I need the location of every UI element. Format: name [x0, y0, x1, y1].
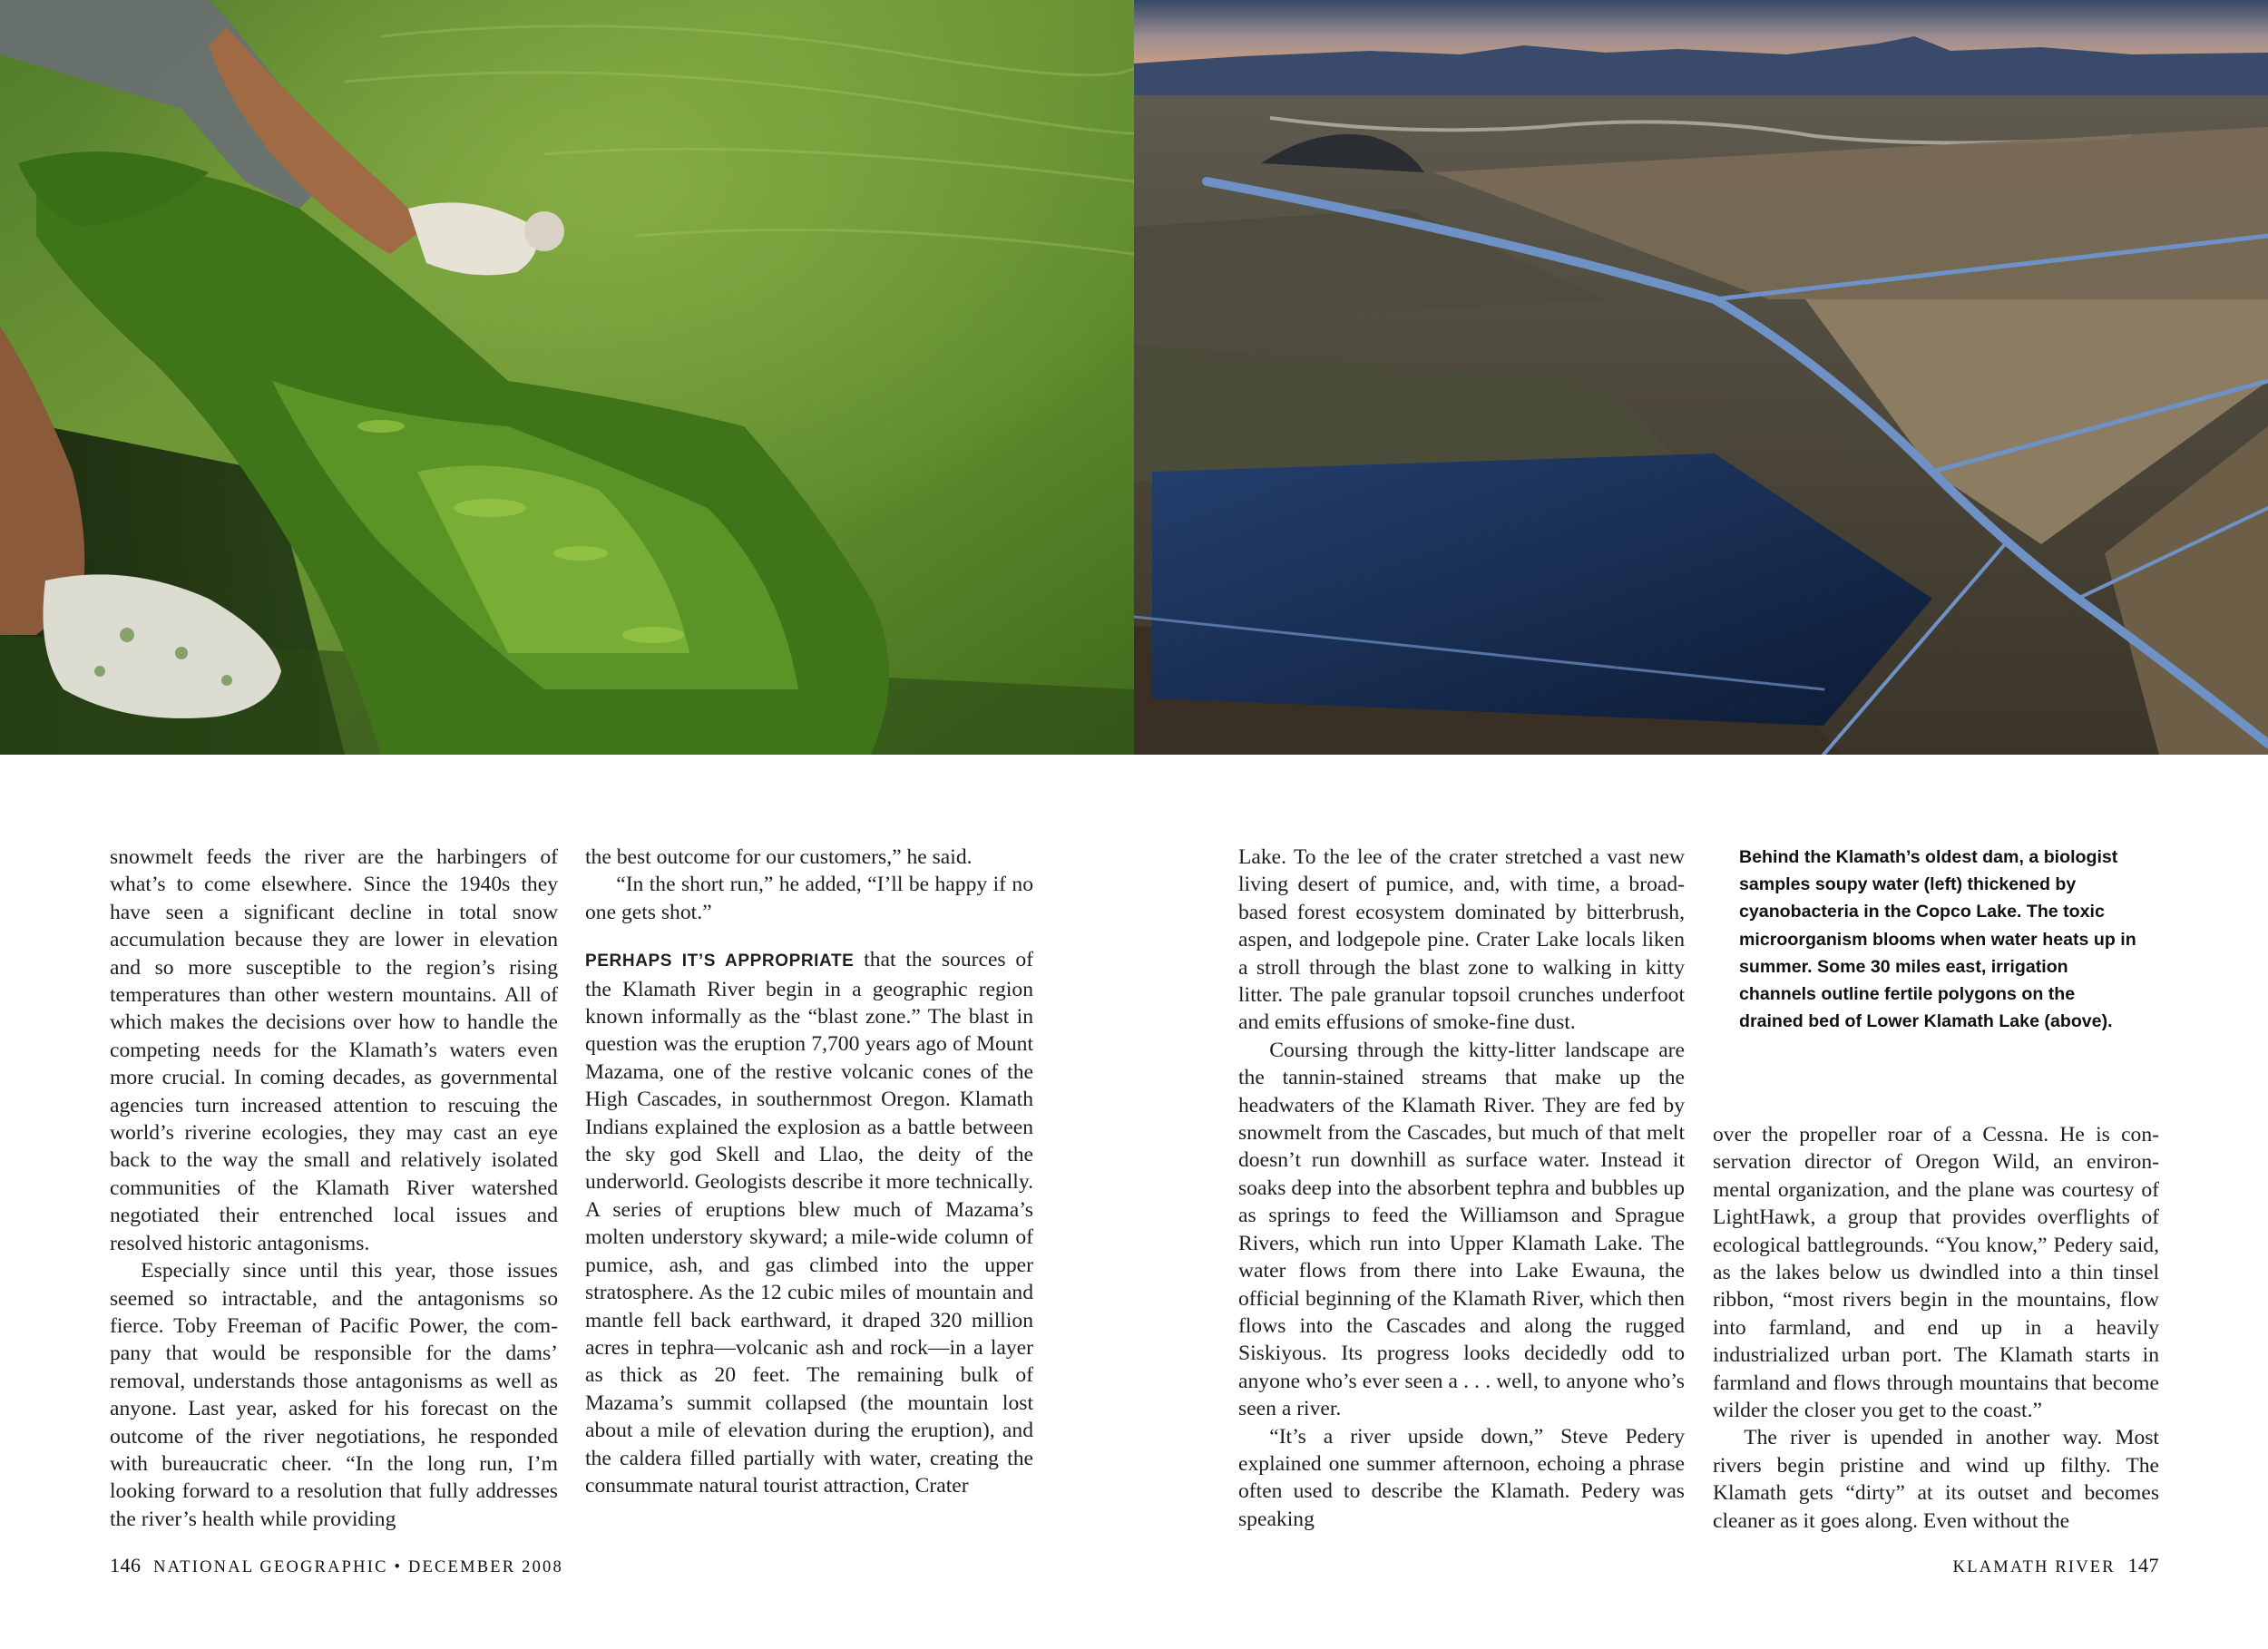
- text-column-4: [1713, 1121, 2159, 1535]
- text-column-2: [585, 844, 1033, 1499]
- paragraph: the best outcome for our customers,” he said.: [585, 845, 973, 869]
- publication-line: NATIONAL GEOGRAPHIC • DECEMBER 2008: [153, 1558, 563, 1576]
- paragraph: Coursing through the kitty-litter landscape are the tannin-stained streams that make up the headwaters of the Klamath River. They are fed by snowmelt from the Cascades, but much of that melt doesn’t run downhill as surface water. Instead it soaks deep into the absorbent tephra and bubbles up as springs to feed the Williamson and Sprague Rivers, which run into Upper Klamath Lake. The water flows from there into Lake Ewauna, the official beginning of the Klamath River, which then flows into the Cascades and along the rugged Siskiyous. Its progress looks decidedly odd to anyone who’s ever seen a . . . well, to anyone who’s seen a river.: [1238, 1038, 1685, 1421]
- text-column-1: [110, 844, 558, 1533]
- paragraph-text: that the sources of the Klamath River begin in a geographic region known informally as the “blast zone.” The blast in question was the eruption 7,700 years ago of Mount Mazama, one of the restive volcanic cones of the High Cascades, in southernmost Oregon. Klamath Indians explained the explosion as a battle between the sky god Skell and Llao, the deity of the underworld. Geologists describe it more technically. A series of eruptions blew much of Mazama’s molten understory skyward; a mile-wide column of pumice, ash, and gas climbed into the upper stratosphere. As the 12 cubic miles of mountain and mantle fell back earthward, it draped 320 million acres in tephra—volcanic ash and rock—in a layer as thick as 20 feet. The remaining bulk of Mazama’s summit collapsed (the mountain lost about a mile of elevation during the eruption), and the caldera filled partially with water, creating the consummate natural tourist attraction, Crater: [585, 948, 1033, 1498]
- paragraph: “It’s a river upside down,” Steve Pedery explained one summer afternoon, echoing a phrase often used to describe the Klamath. Pedery was speaking: [1238, 1424, 1685, 1531]
- paragraph: Lake. To the lee of the crater stretched a vast new living desert of pumice, and, with time, a broad-based forest ecosystem dominated by bitterbrush, aspen, and lodgepole pine. Crater Lake locals liken a stroll through the blast zone to walking in kitty litter. The pale granular topsoil crunches underfoot and emits effusions of smoke-fine dust.: [1238, 845, 1685, 1035]
- folio-left: [110, 1554, 563, 1577]
- photo-aerial-irrigation: [1134, 0, 2268, 755]
- text-column-3: [1238, 844, 1685, 1533]
- paragraph: over the propeller roar of a Cessna. He is conservation director of Oregon Wild, an environmental organization, and the plane was courtesy of LightHawk, a group that provides overflights of ecological battlegrounds. “You know,” Pedery said, as the lakes below us dwindled into a thin tinsel ribbon, “most rivers begin in the mountains, flow into farmland, and end up in a heavily industrialized urban port. The Klamath starts in farmland and flows through mountains that become wilder the closer you get to the coast.”: [1713, 1123, 2159, 1423]
- paragraph: snowmelt feeds the river are the harbingers of what’s to come elsewhere. Since the 1940s they have seen a significant decline in total snow accumulation because they are lower in elevation and so more susceptible to the region’s rising temperatures than other western mountains. All of which makes the decisions over how to handle the competing needs for the Klamath’s waters even more crucial. In coming decades, as governmental agencies turn increased attention to rescuing the world’s riverine ecologies, they may cast an eye back to the way the small and relatively isolated communities of the Klamath River watershed negotiated their entrenched local issues and resolved historic antagonisms.: [110, 845, 558, 1255]
- section-lead-in: PERHAPS IT’S APPROPRIATE: [585, 951, 855, 971]
- page-number-left: 146: [110, 1554, 142, 1576]
- section-opening-paragraph: [585, 946, 1033, 1499]
- article-title-running-head: KLAMATH RIVER: [1952, 1558, 2116, 1576]
- photo-algae-sampling: [0, 0, 1134, 755]
- paragraph: “In the short run,” he added, “I’ll be happy if no one gets shot.”: [585, 873, 1033, 924]
- paragraph: Especially since until this year, those issues seemed so intractable, and the antagonisms so fierce. Toby Freeman of Pacific Power, the company that would be responsible for the dams’ removal, understands those antagonisms as well as anyone. Last year, asked for his forecast on the outcome of the river negotiations, he responded with bureaucratic cheer. “In the long run, I’m looking forward to a resolution that fully addresses the river’s health while providing: [110, 1259, 558, 1531]
- paragraph: The river is upended in another way. Most rivers begin pristine and wind up filthy. The Klamath gets “dirty” at its outset and becomes cleaner as it goes along. Even without the: [1713, 1426, 2159, 1533]
- photo-caption: Behind the Klamath’s oldest dam, a biologist samples soupy water (left) thickened by cyanobacteria in the Copco Lake. The toxic microorganism blooms when water heats up in summer. Some 30 miles east, irrigation channels outline fertile polygons on the drained bed of Lower Klamath Lake (above).: [1739, 847, 2136, 1032]
- folio-right: [1953, 1554, 2159, 1577]
- page-number-right: 147: [2127, 1554, 2159, 1576]
